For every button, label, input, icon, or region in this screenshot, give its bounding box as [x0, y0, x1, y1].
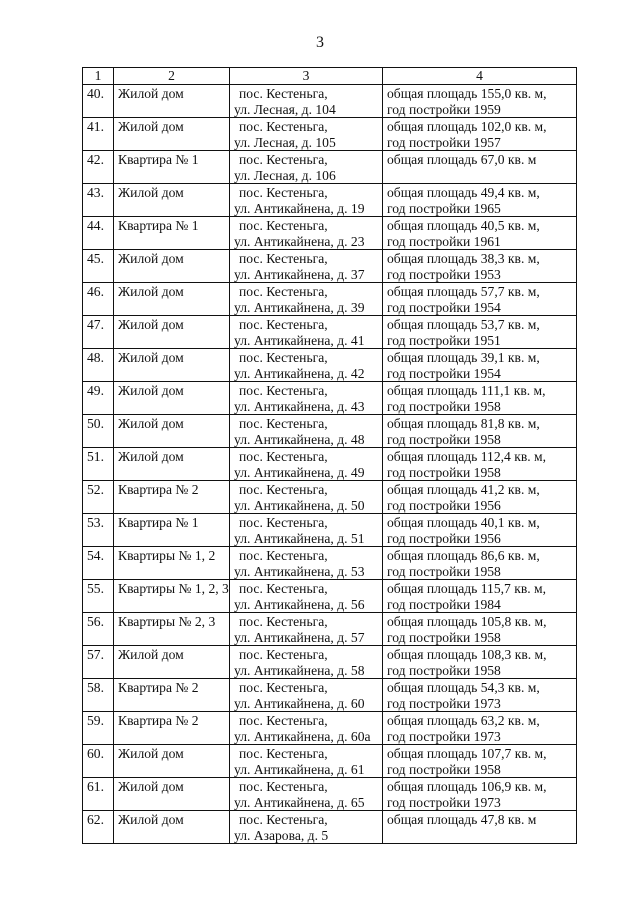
description-area: общая площадь 47,8 кв. м: [387, 812, 537, 827]
address-cell: [230, 514, 383, 547]
description-area: общая площадь 86,6 кв. м,: [387, 548, 540, 563]
object-type: Квартира № 1: [114, 217, 230, 250]
row-number: 60.: [83, 745, 114, 778]
object-type: Жилой дом: [114, 184, 230, 217]
address-settlement: пос. Кестеньга,: [239, 515, 328, 530]
row-number: 41.: [83, 118, 114, 151]
description-year: год постройки 1965: [387, 200, 501, 216]
header-col-2: 2: [114, 68, 230, 85]
row-number: 46.: [83, 283, 114, 316]
row-number: 48.: [83, 349, 114, 382]
address-street: ул. Антикайнена, д. 60а: [234, 728, 371, 744]
description-area: общая площадь 108,3 кв. м,: [387, 647, 547, 662]
page-number: 3: [316, 34, 324, 51]
header-col-4: 4: [383, 68, 577, 85]
table-row: [83, 85, 577, 118]
description-year: год постройки 1956: [387, 530, 501, 546]
address-settlement: пос. Кестеньга,: [239, 548, 328, 563]
object-type: Квартира № 2: [114, 679, 230, 712]
description-cell: [383, 712, 577, 745]
description-cell: [383, 316, 577, 349]
address-settlement: пос. Кестеньга,: [239, 251, 328, 266]
table-row: [83, 613, 577, 646]
address-street: ул. Лесная, д. 105: [234, 134, 336, 150]
table-body: [83, 85, 577, 844]
address-cell: [230, 778, 383, 811]
description-cell: [383, 745, 577, 778]
description-cell: [383, 547, 577, 580]
object-type: Жилой дом: [114, 85, 230, 118]
address-cell: [230, 580, 383, 613]
description-area: общая площадь 111,1 кв. м,: [387, 383, 546, 398]
address-street: ул. Антикайнена, д. 61: [234, 761, 365, 777]
header-col-1: 1: [83, 68, 114, 85]
object-type: Жилой дом: [114, 646, 230, 679]
address-settlement: пос. Кестеньга,: [239, 779, 328, 794]
address-cell: [230, 316, 383, 349]
address-street: ул. Антикайнена, д. 50: [234, 497, 365, 513]
address-street: ул. Лесная, д. 104: [234, 101, 336, 117]
address-settlement: пос. Кестеньга,: [239, 713, 328, 728]
address-settlement: пос. Кестеньга,: [239, 350, 328, 365]
object-type: Жилой дом: [114, 118, 230, 151]
object-type: Жилой дом: [114, 778, 230, 811]
description-cell: [383, 580, 577, 613]
description-year: год постройки 1973: [387, 695, 501, 711]
object-type: Квартира № 1: [114, 151, 230, 184]
address-cell: [230, 811, 383, 844]
address-cell: [230, 646, 383, 679]
row-number: 45.: [83, 250, 114, 283]
row-number: 56.: [83, 613, 114, 646]
address-street: ул. Антикайнена, д. 51: [234, 530, 365, 546]
address-street: ул. Антикайнена, д. 19: [234, 200, 365, 216]
object-type: Жилой дом: [114, 448, 230, 481]
description-year: год постройки 1973: [387, 728, 501, 744]
table-row: [83, 316, 577, 349]
description-area: общая площадь 38,3 кв. м,: [387, 251, 540, 266]
row-number: 59.: [83, 712, 114, 745]
description-area: общая площадь 63,2 кв. м,: [387, 713, 540, 728]
description-cell: [383, 679, 577, 712]
address-settlement: пос. Кестеньга,: [239, 812, 328, 827]
address-street: ул. Антикайнена, д. 56: [234, 596, 365, 612]
table-row: [83, 382, 577, 415]
description-area: общая площадь 112,4 кв. м,: [387, 449, 547, 464]
row-number: 44.: [83, 217, 114, 250]
description-area: общая площадь 102,0 кв. м,: [387, 119, 547, 134]
description-year: год постройки 1951: [387, 332, 501, 348]
object-type: Жилой дом: [114, 745, 230, 778]
object-type: Квартира № 1: [114, 514, 230, 547]
table-row: [83, 646, 577, 679]
description-area: общая площадь 57,7 кв. м,: [387, 284, 540, 299]
description-cell: [383, 415, 577, 448]
description-area: общая площадь 81,8 кв. м,: [387, 416, 540, 431]
description-year: год постройки 1954: [387, 365, 501, 381]
description-year: год постройки 1973: [387, 794, 501, 810]
address-cell: [230, 481, 383, 514]
address-settlement: пос. Кестеньга,: [239, 218, 328, 233]
address-settlement: пос. Кестеньга,: [239, 152, 328, 167]
table-row: [83, 349, 577, 382]
description-area: общая площадь 106,9 кв. м,: [387, 779, 547, 794]
object-type: Жилой дом: [114, 415, 230, 448]
table-row: [83, 778, 577, 811]
address-street: ул. Азарова, д. 5: [234, 827, 329, 843]
address-cell: [230, 118, 383, 151]
description-cell: [383, 151, 577, 184]
address-street: ул. Антикайнена, д. 23: [234, 233, 365, 249]
row-number: 40.: [83, 85, 114, 118]
table-row: [83, 580, 577, 613]
table-row: [83, 514, 577, 547]
description-area: общая площадь 40,1 кв. м,: [387, 515, 540, 530]
table-row: [83, 547, 577, 580]
property-table: [82, 67, 577, 844]
row-number: 49.: [83, 382, 114, 415]
object-type: Квартира № 2: [114, 481, 230, 514]
object-type: Квартиры № 1, 2, 3: [114, 580, 230, 613]
row-number: 53.: [83, 514, 114, 547]
address-street: ул. Лесная, д. 106: [234, 167, 336, 183]
description-year: год постройки 1958: [387, 431, 501, 447]
description-year: год постройки 1959: [387, 101, 501, 117]
table-row: [83, 745, 577, 778]
description-cell: [383, 448, 577, 481]
description-cell: [383, 514, 577, 547]
table-row: [83, 415, 577, 448]
description-area: общая площадь 53,7 кв. м,: [387, 317, 540, 332]
address-cell: [230, 712, 383, 745]
table-row: [83, 811, 577, 844]
object-type: Квартиры № 2, 3: [114, 613, 230, 646]
description-area: общая площадь 105,8 кв. м,: [387, 614, 547, 629]
address-cell: [230, 151, 383, 184]
address-cell: [230, 217, 383, 250]
address-cell: [230, 283, 383, 316]
description-cell: [383, 85, 577, 118]
header-col-3: 3: [230, 68, 383, 85]
address-cell: [230, 745, 383, 778]
table-row: [83, 151, 577, 184]
object-type: Жилой дом: [114, 316, 230, 349]
row-number: 52.: [83, 481, 114, 514]
address-cell: [230, 547, 383, 580]
description-area: общая площадь 115,7 кв. м,: [387, 581, 547, 596]
row-number: 43.: [83, 184, 114, 217]
row-number: 61.: [83, 778, 114, 811]
address-street: ул. Антикайнена, д. 57: [234, 629, 365, 645]
description-area: общая площадь 40,5 кв. м,: [387, 218, 540, 233]
table-row: [83, 481, 577, 514]
description-cell: [383, 382, 577, 415]
object-type: Жилой дом: [114, 283, 230, 316]
address-street: ул. Антикайнена, д. 43: [234, 398, 365, 414]
description-cell: [383, 283, 577, 316]
address-cell: [230, 415, 383, 448]
description-year: год постройки 1958: [387, 629, 501, 645]
address-settlement: пос. Кестеньга,: [239, 581, 328, 596]
description-year: год постройки 1984: [387, 596, 501, 612]
description-area: общая площадь 49,4 кв. м,: [387, 185, 540, 200]
address-street: ул. Антикайнена, д. 48: [234, 431, 365, 447]
row-number: 42.: [83, 151, 114, 184]
address-settlement: пос. Кестеньга,: [239, 647, 328, 662]
address-street: ул. Антикайнена, д. 65: [234, 794, 365, 810]
address-street: ул. Антикайнена, д. 58: [234, 662, 365, 678]
description-cell: [383, 481, 577, 514]
address-cell: [230, 349, 383, 382]
object-type: Жилой дом: [114, 382, 230, 415]
address-cell: [230, 382, 383, 415]
description-cell: [383, 811, 577, 844]
address-street: ул. Антикайнена, д. 60: [234, 695, 365, 711]
description-cell: [383, 613, 577, 646]
description-cell: [383, 778, 577, 811]
row-number: 50.: [83, 415, 114, 448]
row-number: 57.: [83, 646, 114, 679]
description-cell: [383, 217, 577, 250]
description-cell: [383, 118, 577, 151]
description-cell: [383, 250, 577, 283]
address-settlement: пос. Кестеньга,: [239, 482, 328, 497]
address-street: ул. Антикайнена, д. 41: [234, 332, 365, 348]
table-row: [83, 118, 577, 151]
address-settlement: пос. Кестеньга,: [239, 416, 328, 431]
object-type: Жилой дом: [114, 811, 230, 844]
address-street: ул. Антикайнена, д. 37: [234, 266, 365, 282]
description-year: год постройки 1958: [387, 662, 501, 678]
description-cell: [383, 646, 577, 679]
row-number: 47.: [83, 316, 114, 349]
address-settlement: пос. Кестеньга,: [239, 86, 328, 101]
description-year: год постройки 1957: [387, 134, 501, 150]
address-settlement: пос. Кестеньга,: [239, 746, 328, 761]
address-settlement: пос. Кестеньга,: [239, 185, 328, 200]
address-settlement: пос. Кестеньга,: [239, 614, 328, 629]
address-settlement: пос. Кестеньга,: [239, 383, 328, 398]
description-area: общая площадь 54,3 кв. м,: [387, 680, 540, 695]
row-number: 51.: [83, 448, 114, 481]
table-row: [83, 283, 577, 316]
object-type: Жилой дом: [114, 349, 230, 382]
description-year: год постройки 1958: [387, 464, 501, 480]
row-number: 58.: [83, 679, 114, 712]
description-year: год постройки 1953: [387, 266, 501, 282]
object-type: Жилой дом: [114, 250, 230, 283]
address-cell: [230, 613, 383, 646]
address-cell: [230, 679, 383, 712]
description-cell: [383, 349, 577, 382]
address-cell: [230, 448, 383, 481]
table-row: [83, 448, 577, 481]
row-number: 54.: [83, 547, 114, 580]
description-area: общая площадь 39,1 кв. м,: [387, 350, 540, 365]
address-settlement: пос. Кестеньга,: [239, 119, 328, 134]
address-cell: [230, 250, 383, 283]
table-row: [83, 217, 577, 250]
object-type: Квартира № 2: [114, 712, 230, 745]
description-year: год постройки 1958: [387, 563, 501, 579]
description-area: общая площадь 107,7 кв. м,: [387, 746, 547, 761]
address-settlement: пос. Кестеньга,: [239, 284, 328, 299]
description-area: общая площадь 41,2 кв. м,: [387, 482, 540, 497]
address-street: ул. Антикайнена, д. 42: [234, 365, 365, 381]
table-row: [83, 712, 577, 745]
address-street: ул. Антикайнена, д. 49: [234, 464, 365, 480]
address-street: ул. Антикайнена, д. 53: [234, 563, 365, 579]
object-type: Квартиры № 1, 2: [114, 547, 230, 580]
description-year: год постройки 1958: [387, 761, 501, 777]
address-settlement: пос. Кестеньга,: [239, 680, 328, 695]
row-number: 62.: [83, 811, 114, 844]
address-cell: [230, 184, 383, 217]
description-cell: [383, 184, 577, 217]
description-area: общая площадь 155,0 кв. м,: [387, 86, 547, 101]
table-row: [83, 184, 577, 217]
address-street: ул. Антикайнена, д. 39: [234, 299, 365, 315]
table-row: [83, 250, 577, 283]
description-area: общая площадь 67,0 кв. м: [387, 152, 537, 167]
address-settlement: пос. Кестеньга,: [239, 449, 328, 464]
description-year: год постройки 1958: [387, 398, 501, 414]
description-year: год постройки 1961: [387, 233, 501, 249]
header-row: [83, 68, 577, 85]
description-year: год постройки 1954: [387, 299, 501, 315]
address-cell: [230, 85, 383, 118]
row-number: 55.: [83, 580, 114, 613]
table-row: [83, 679, 577, 712]
description-year: год постройки 1956: [387, 497, 501, 513]
address-settlement: пос. Кестеньга,: [239, 317, 328, 332]
